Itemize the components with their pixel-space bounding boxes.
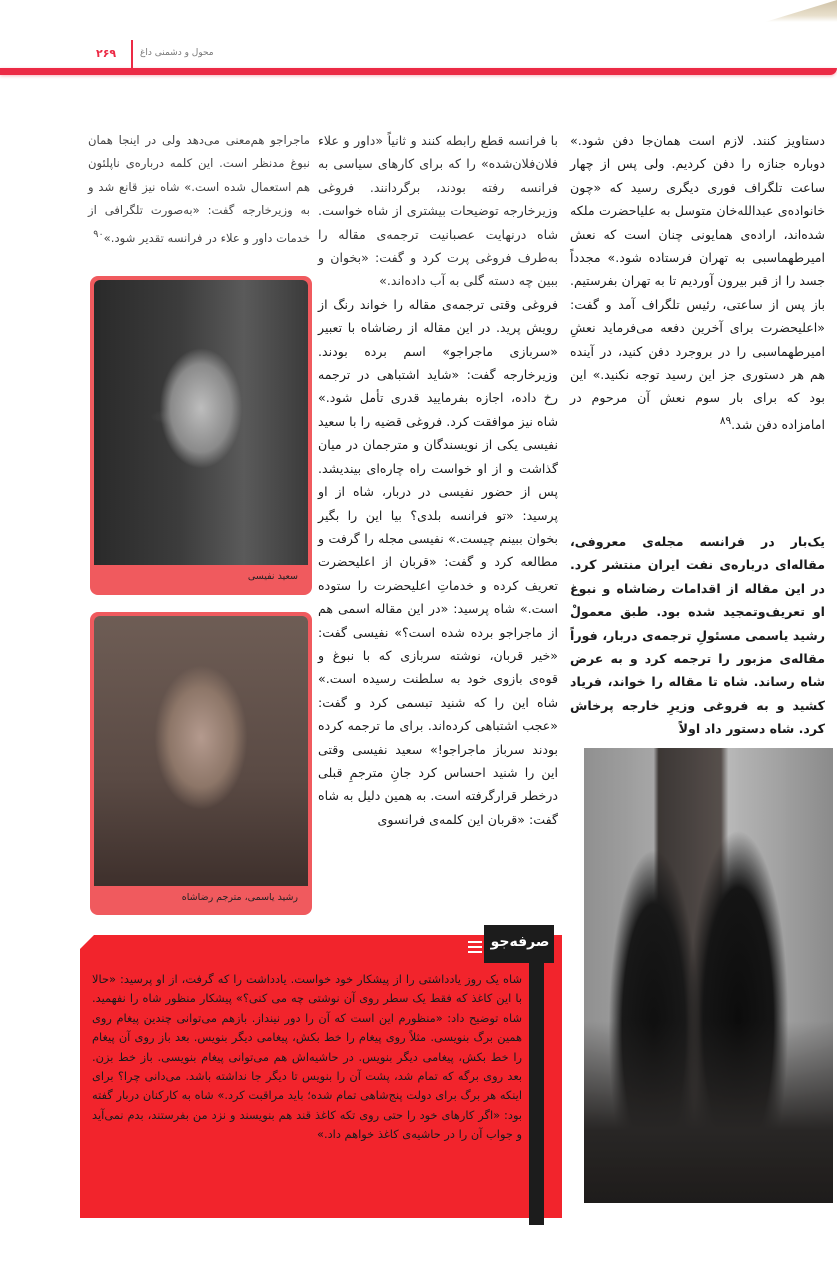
running-title: محول و دشمنی داغ [140,48,214,58]
portrait-saeed-nafisi [90,276,312,595]
page-corner-shadow [757,0,837,22]
page-number: ۲۶۹ [96,47,117,60]
body-text: با فرانسه قطع رابطه کنند و ثانیاً «داور و علاء فلان‌فلان‌شده» را که برای کارهای سیاسی به فرانسه رفته بودند، برگردانند. فروغی وزیرخارجه توضیحات بیشتری از شاه خواست. شاه درنهایت عصبانیت ترجمه‌ی مقاله را به‌طرف فروغی پرت کرد و گفت: «بخوان و ببین چه دسته گلی به آب داده‌اند.» [318,133,558,289]
body-text: یک‌بار در فرانسه مجله‌ی معروفی، مقاله‌ای درباره‌ی نفت ایران منتشر کرد. در این مقاله از اقدامات رضاشاه و نبوغ او تعریف‌وتمجید شده بود. طبق معمولْ رشید یاسمی مسئولِ ترجمه‌ی دربار، فوراً مقاله‌ی مزبور را ترجمه کرد و به عرض شاه رساند. شاه تا مقاله را خواند، فریاد کشید و به فروغی وزیرِ خارجه پرخاش کرد. شاه دستور داد اولاً [570,534,825,737]
column-right-top [570,129,825,436]
column-middle [318,129,558,831]
footnote-ref: ۹۰ [93,228,104,240]
portrait-photo [94,616,308,886]
footnote-ref: ۸۹ [719,414,732,427]
sidebar-title: صرفه‌جو [490,934,550,950]
body-text: فروغی وقتی ترجمه‌ی مقاله را خواند رنگ از رویش پرید. در این مقاله از رضاشاه با تعبیر «سربازی ماجراجو» اسم برده بودند. وزیرخارجه گفت: «شاید اشتباهی در ترجمه رخ داده، اجازه بفرمایید قدری تأمل شود.» شاه نیز موافقت کرد. فروغی قضیه را با سعید نفیسی یکی از نویسندگان و مترجمان در میان گذاشت و از او خواست راه چاره‌ای بیندیشد. پس از حضور نفیسی در دربار، شاه از او پرسید: «تو فرانسه بلدی؟ بیا این را بگیر بخوان ببینم چیست.» نفیسی مجله را گرفت و مطالعه کرد و گفت: «قربان از اعلیحضرت تعریف کرده و خدماتِ اعلیحضرت را ستوده است.» شاه پرسید: «در این مقاله اسمی هم از ماجراجو برده شده است؟» نفیسی گفت: «خیر قربان، نوشته سربازی که با نبوغ و قوه‌ی بازوی خود به سلطنت رسیده است.» شاه این را که شنید تبسمی کرد و گفت: «عجب اشتباهی کرده‌اند. برای ما ترجمه کرده بودند سرباز ماجراجو!» سعید نفیسی وقتی این را شنید احساس کرد جانِ مترجمِ قبلی درخطر قرارگرفته است. به همین دلیل به شاه گفت: «قربان این کلمه‌ی فرانسوی [318,296,558,827]
portrait-rashid-yasemi [90,612,312,915]
column-right-bottom [570,530,825,741]
sidebar-stem [529,960,544,1225]
photo-caption: سعید نفیسی [247,571,298,582]
photo-caption: رشید یاسمی، مترجم رضاشاه [181,892,298,903]
sidebar-text [92,970,522,1145]
header-rule [0,68,837,75]
group-photo-officers [584,748,833,1203]
sidebar-body: شاه یک روز یادداشتی را از پیشکار خود خواست. یادداشت را که گرفت، از او پرسید: «حالا با این کاغذ که فقط یک سطر روی آن نوشتی چه می کنی؟» پیشکار منظور شاه را نفهمید. شاه توضیح داد: «منظورم این است که آن را دور نینداز. بازهم می‌توانی چندین پیغام روی همین برگ بنویسی. مثلاً روی پیغام را خط بکش، پیغامی دیگر بنویس. بعد باز روی آن پیغام را خط بکش، پیغامی دیگر بنویس. در حاشیه‌اش هم می‌توانی پیغام بنویسی. باز خط بزن. بعد روی برگه که تمام شد، پشت آن را بنویس تا دیگر جا نداشته باشد. می‌دانی چرا؟ برای اینکه هر برگ برای دولت پنج‌شاهی تمام شده؛ باید مراقبت کرد.» شاه به کارکنان دربار گفته بود: «اگر کارهای خود را حتی روی تکه کاغذ قند هم بنویسند و نزد من بفرستند، بدم نمی‌آید و جواب آن را در حاشیه‌ی کاغذ خواهم داد.» [92,972,522,1142]
body-text: ماجراجو هم‌معنی می‌دهد ولی در اینجا همان نبوغ مدنظر است. این کلمه درباره‌ی ناپلئون هم استعمال شده است.» شاه نیز قانع شد و به وزیرخارجه گفت: «به‌صورت تلگرافی از خدمات داور و علاء در فرانسه تقدیر شود.» [88,133,310,245]
sidebar-lines-icon [468,941,482,956]
portrait-photo [94,280,308,565]
column-left [88,129,310,250]
body-text: دستاویز کنند. لازم است همان‌جا دفن شود.» دوباره جنازه را دفن کردیم. ولی پس از چهار ساعت تلگراف فوری دیگری رسید که «چون خانواده‌ی عبدالله‌خان متوسل به علیاحضرت ملکه شده‌اند، اراده‌ی همایونی چنان است که نعش امیرطهماسبی به تهران فرستاده شود.» مجدداً جسد را از قبر بیرون آوردیم تا به تهران بفرستیم. باز پس از ساعتی، رئیس تلگراف آمد و گفت: «اعلیحضرت برای آخرین دفعه می‌فرماید نعشِ امیرطهماسبی را در بروجرد دفن کنید، در آینده هم هر دستوری جز این رسید توجه نکنید.» این بود که برای بار سوم نعش آن مرحوم در امامزاده دفن شد. [570,133,825,433]
